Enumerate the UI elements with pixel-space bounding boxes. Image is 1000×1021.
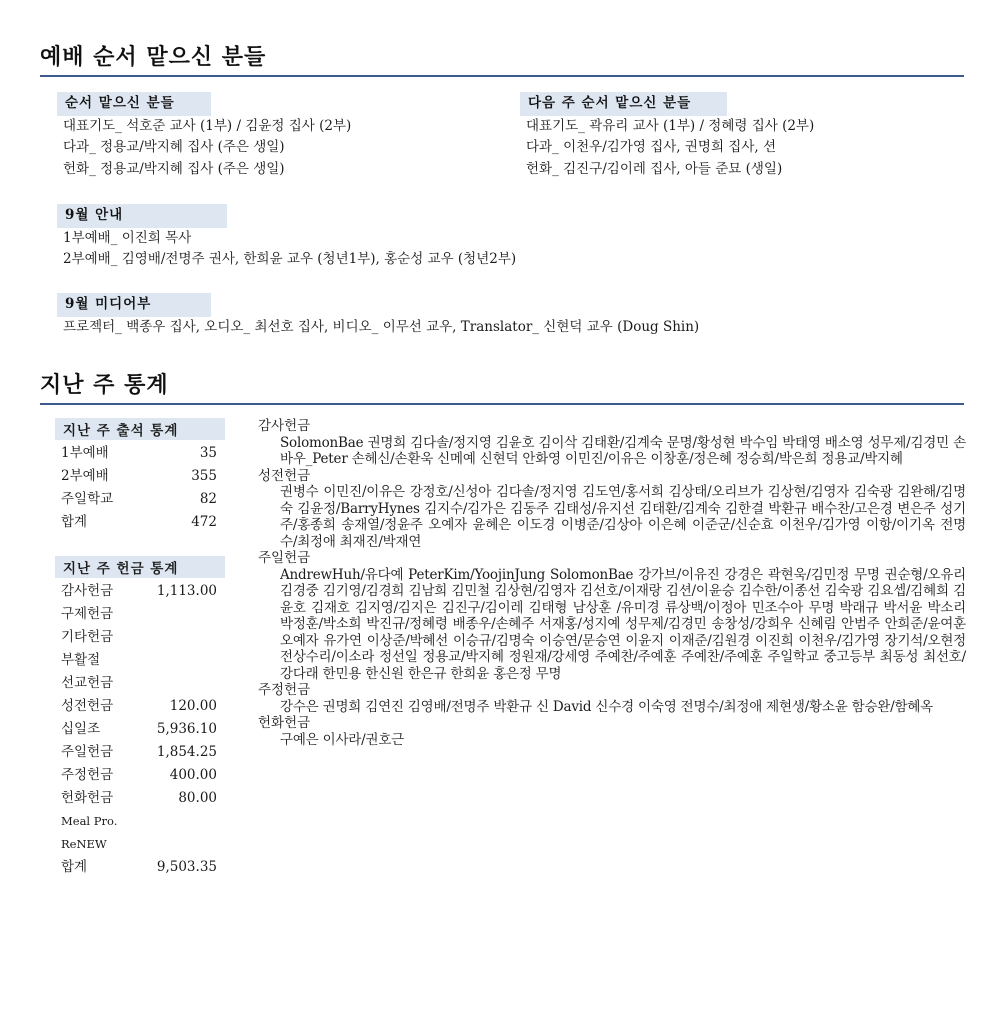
offering-category-names: AndrewHuh/유다예 PeterKim/YoojinJung SolomonBae 강가브/이유진 강경은 곽현욱/김민정 무명 권순형/오유리 김경중 김기영/김경희 김남희 김민철 김상현/김영자 김선호/이재랑 김션/이윤승 김수한/이종선 김숙광 김요셉/김혜희 김윤호 김재호 김지영/김지은 김진구/김이레 김태형 남상훈 /유미경 류상백/이정아 민조수아 무명 박래규 박서윤 박소리 박정훈/박소희 박진규/정혜령 배종우/손혜주 서재홍/성지예 성무제/김경민 송창성/강희우 신혜림 안범주 안희준/윤여훈 오예자 유가연 이상준/박혜선 이승규/김명숙 이승연/문승연 이윤지 이재준/김원경 이진희 이천우/김가영 장기석/오현정 전상수리/이소라 정선일 정용교/박지혜 정원재/강세영 주예찬/주예훈 주예찬/주예훈 주일학교 중고등부 최동성 최선호/강다래 한민용 한신원 한은규 한희윤 홍은정 무명 [280,566,966,682]
offering-names-list [258,418,966,748]
offering-category-title: 주정헌금 [258,682,311,698]
offering-row [55,810,225,833]
offering-row [55,787,225,810]
offering-row [55,672,225,695]
offering-category-title: 헌화헌금 [258,715,311,731]
offering-category-title: 감사헌금 [258,418,311,434]
attendance-row [55,465,225,488]
row-name: 주일학교 [61,491,114,507]
offering-category-names: 권병수 이민진/이유은 강정호/신성아 김다솔/정지영 김도연/홍서희 김상태/오리브가 김상현/김영자 김숙광 김완해/김명숙 김윤정/BarryHynes 김지수/김가은 김동주 김태성/유지선 김태환/김계숙 김한결 박환규 배수찬/고은경 변은주 성기주/홍종희 송재열/정윤주 오예자 윤혜은 이도경 이병준/김상아 이은혜 이준군/신순효 이천우/김가영 이항/이기옥 전명수/최정애 최재진/박재연 [280,484,966,550]
row-name: 십일조 [61,721,101,737]
row-name: 성전헌금 [61,698,114,714]
current-role-line: 다과_ 정용교/박지혜 집사 (주은 생일) [63,139,285,155]
next-role-line: 대표기도_ 곽유리 교사 (1부) / 정혜령 집사 (2부) [526,117,815,134]
row-name: 2부예배 [61,468,109,484]
offering-row [55,856,225,879]
row-name: 합계 [61,859,88,875]
row-value: 80.00 [178,790,217,806]
offering-table [55,556,225,879]
september-info-line: 2부예배_ 김영배/전명주 권사, 한희윤 교우 (청년1부), 홍순성 교우 (청년2부) [63,251,517,267]
offering-category-names: 강수은 권명희 김연진 김영배/전명주 박환규 신 David 신수경 이숙영 전명수/최정애 제현생/황소윤 함승완/함혜옥 [280,698,934,715]
offering-category-names: SolomonBae 권명희 김다솔/정지영 김윤호 김이삭 김태환/김계숙 문명/황성현 박수임 박태영 배소영 성무제/김경민 손바우_Peter 손헤신/손환욱 신메예 신현덕 안화영 이민진/이유은 이창훈/정은혜 정승희/박은희 정용교/박지혜 [280,434,966,467]
row-name: 헌화헌금 [61,790,114,806]
offering-row [55,718,225,741]
september-info-line: 1부예배_ 이진희 목사 [63,229,192,246]
row-value: 1,113.00 [156,583,217,599]
attendance-row [55,488,225,511]
current-role-line: 헌화_ 정용교/박지혜 집사 (주은 생일) [63,160,285,177]
attendance-row [55,511,225,534]
row-name: 부활절 [61,652,101,668]
row-value: 5,936.10 [156,721,217,737]
attendance-table-label: 지난 주 출석 통계 [55,418,225,440]
offering-row [55,626,225,649]
offering-row [55,741,225,764]
offering-row [55,833,225,856]
row-name: 선교헌금 [61,675,114,691]
row-value: 400.00 [169,767,217,783]
offering-table-label: 지난 주 헌금 통계 [55,556,225,578]
row-value: 120.00 [169,698,217,714]
row-name: 주일헌금 [61,744,114,760]
current-roles-label: 순서 맡으신 분들 [57,92,211,116]
next-roles [520,92,960,180]
attendance-row [55,442,225,465]
current-role-line: 대표기도_ 석호준 교사 (1부) / 김윤정 집사 (2부) [63,117,352,134]
offering-row [55,603,225,626]
attendance-table [55,418,225,534]
row-name: ReNEW [61,837,107,851]
row-name: 합계 [61,514,88,530]
offering-row [55,695,225,718]
current-roles [57,92,487,180]
row-value: 9,503.35 [156,859,217,875]
offering-category-title: 성전헌금 [258,467,311,484]
next-roles-label: 다음 주 순서 맡으신 분들 [520,92,727,116]
offering-row [55,649,225,672]
row-name: 구제헌금 [61,606,114,622]
section-title-worship-roles: 예배 순서 맡으신 분들 [40,40,964,77]
row-value: 1,854.25 [156,744,217,760]
next-role-line: 다과_ 이천우/김가영 집사, 권명희 집사, 션 [526,139,776,155]
row-name: 감사헌금 [61,583,114,599]
row-value: 472 [191,514,217,530]
next-role-line: 헌화_ 김진구/김이레 집사, 아들 준묘 (생일) [526,160,783,177]
row-name: 1부예배 [61,445,109,461]
row-value: 82 [199,491,217,507]
row-name: 기타헌금 [61,629,114,645]
row-value: 355 [191,468,217,484]
september-media-label: 9월 미디어부 [57,293,211,317]
september-media [57,293,957,338]
september-info [57,204,957,271]
september-media-line: 프로젝터_ 백종우 집사, 오디오_ 최선호 집사, 비디오_ 이무선 교우, Translator_ 신현덕 교우 (Doug Shin) [63,318,700,335]
september-info-label: 9월 안내 [57,204,227,228]
row-value: 35 [199,445,217,461]
row-name: Meal Pro. [61,814,118,828]
offering-category-names: 구예은 이사라/권호근 [280,731,405,748]
offering-row [55,764,225,787]
offering-row [55,580,225,603]
row-name: 주정헌금 [61,767,114,783]
section-title-last-week-stats: 지난 주 통계 [40,368,964,405]
offering-category-title: 주일헌금 [258,550,311,566]
